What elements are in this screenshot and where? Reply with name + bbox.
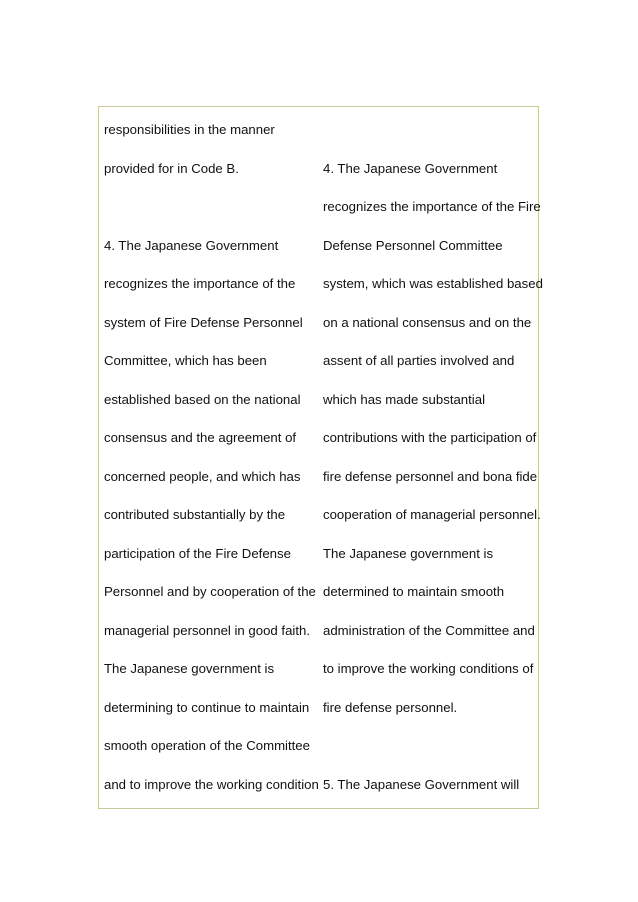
text-line: recognizes the importance of the [104, 276, 296, 291]
text-line: fire defense personnel and bona fide [323, 468, 538, 484]
text-line: assent of all parties involved and [323, 353, 515, 368]
text-line: Committee, which has been [104, 353, 267, 368]
text-line: smooth operation of the Committee [104, 738, 310, 753]
text-line: determined to maintain smooth [323, 584, 505, 599]
text-line: which has made substantial [323, 391, 486, 407]
text-line: Defense Personnel Committee [323, 237, 503, 253]
text-line: cooperation of managerial personnel. [323, 507, 541, 522]
text-line: concerned people, and which has [104, 468, 301, 484]
text-line: responsibilities in the manner [104, 122, 275, 137]
text-line: contributions with the participation of [323, 430, 537, 445]
text-line: consensus and the agreement of [104, 430, 297, 445]
text-line: provided for in Code B. [104, 160, 239, 176]
bilingual-table-frame [98, 106, 543, 809]
text-line: system, which was established based [323, 276, 543, 291]
text-line: 5. The Japanese Government will [323, 776, 520, 792]
text-line: established based on the national [104, 391, 301, 407]
text-line: and to improve the working condition [104, 776, 319, 792]
text-line: participation of the Fire Defense [104, 545, 291, 561]
text-line: determining to continue to maintain [104, 699, 310, 715]
text-line: The Japanese government is [104, 661, 275, 676]
text-line: recognizes the importance of the Fire [323, 199, 541, 214]
text-line: 4. The Japanese Government [323, 160, 498, 176]
text-line: system of Fire Defense Personnel [104, 314, 303, 330]
text-line: managerial personnel in good faith. [104, 622, 311, 638]
text-line: fire defense personnel. [323, 699, 458, 715]
text-line: on a national consensus and on the [323, 314, 532, 330]
text-line: to improve the working conditions of [323, 661, 534, 676]
text-line: contributed substantially by the [104, 507, 286, 522]
text-line: The Japanese government is [323, 545, 494, 561]
text-line: administration of the Committee and [323, 622, 535, 638]
text-line: 4. The Japanese Government [104, 237, 279, 253]
text-line: Personnel and by cooperation of the [104, 584, 316, 599]
